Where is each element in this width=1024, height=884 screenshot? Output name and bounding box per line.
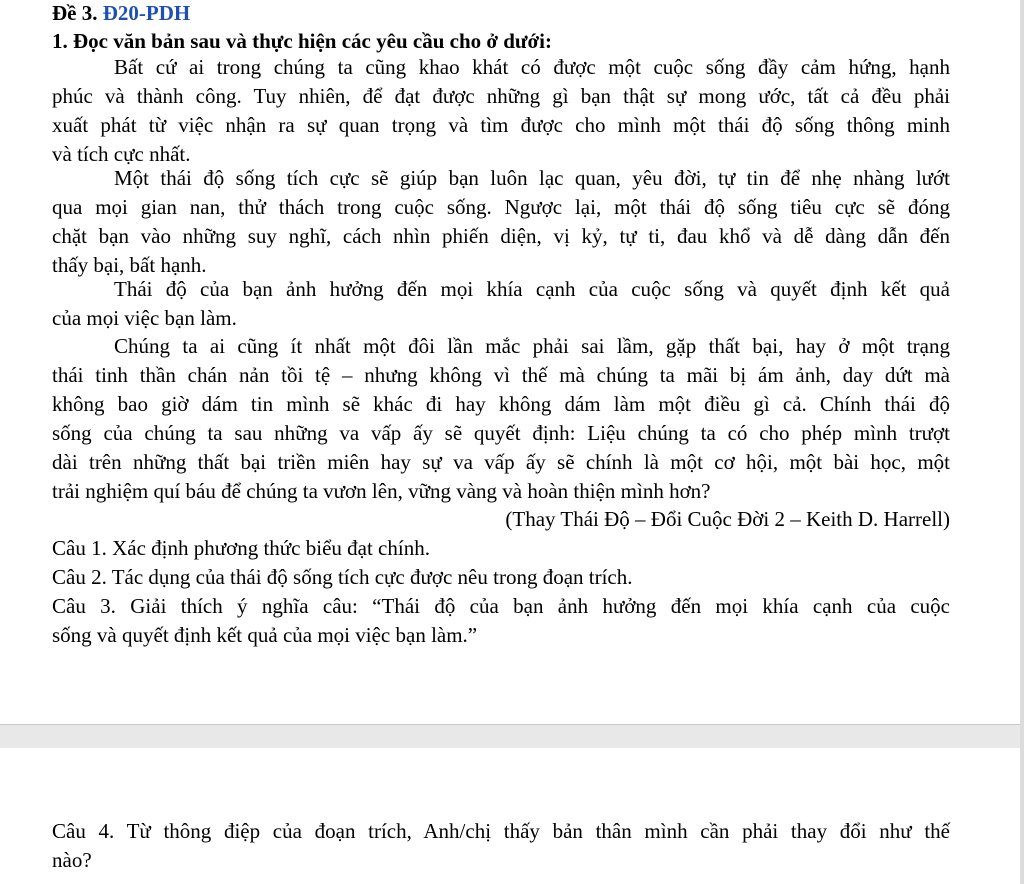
section-title: 1. Đọc văn bản sau và thực hiện các yêu cầu cho ở dưới: bbox=[52, 29, 552, 53]
page-break-divider bbox=[0, 724, 1024, 750]
source-citation: (Thay Thái Độ – Đổi Cuộc Đời 2 – Keith D. Harrell) bbox=[505, 507, 950, 531]
exam-header bbox=[52, 0, 190, 26]
paragraph-2-line-1: Một thái độ sống tích cực sẽ giúp bạn luôn lạc quan, yêu đời, tự tin để nhẹ nhàng lướt bbox=[114, 166, 950, 190]
question-4-line-2: nào? bbox=[52, 848, 92, 872]
paragraph-1-line-1: Bất cứ ai trong chúng ta cũng khao khát có được một cuộc sống đầy cảm hứng, hạnh bbox=[114, 55, 950, 79]
paragraph-3-line-2: của mọi việc bạn làm. bbox=[52, 306, 237, 330]
paragraph-1-line-4: và tích cực nhất. bbox=[52, 142, 191, 166]
question-3-line-1: Câu 3. Giải thích ý nghĩa câu: “Thái độ của bạn ảnh hưởng đến mọi khía cạnh của cuộc bbox=[52, 594, 950, 618]
paragraph-3-line-1: Thái độ của bạn ảnh hưởng đến mọi khía cạnh của cuộc sống và quyết định kết quả bbox=[114, 277, 950, 301]
paragraph-2-line-2: qua mọi gian nan, thử thách trong cuộc sống. Ngược lại, một thái độ sống tiêu cực sẽ đóng bbox=[52, 195, 950, 219]
paragraph-4-line-3: không bao giờ dám tin mình sẽ khác đi hay không dám làm một điều gì cả. Chính thái độ bbox=[52, 392, 950, 416]
paragraph-2-line-4: thấy bại, bất hạnh. bbox=[52, 253, 207, 277]
question-2: Câu 2. Tác dụng của thái độ sống tích cực được nêu trong đoạn trích. bbox=[52, 565, 633, 589]
exam-header-prefix: Đề 3. bbox=[52, 1, 103, 25]
question-4-line-1: Câu 4. Từ thông điệp của đoạn trích, Anh/chị thấy bản thân mình cần phải thay đổi như thế bbox=[52, 819, 950, 843]
paragraph-2-line-3: chặt bạn vào những suy nghĩ, cách nhìn phiến diện, vị kỷ, tự ti, đau khổ và dễ dàng dẫn đến bbox=[52, 224, 950, 248]
paragraph-4-line-4: sống của chúng ta sau những va vấp ấy sẽ quyết định: Liệu chúng ta có cho phép mình trượt bbox=[52, 421, 950, 445]
paragraph-4-line-6: trải nghiệm quí báu để chúng ta vươn lên, vững vàng và hoàn thiện mình hơn? bbox=[52, 479, 711, 503]
paragraph-1-line-3: xuất phát từ việc nhận ra sự quan trọng và tìm được cho mình một thái độ sống thông minh bbox=[52, 113, 950, 137]
question-1: Câu 1. Xác định phương thức biểu đạt chính. bbox=[52, 536, 430, 560]
viewer-scroll-edge bbox=[1020, 0, 1024, 884]
question-3-line-2: sống và quyết định kết quả của mọi việc bạn làm.” bbox=[52, 623, 478, 647]
paragraph-4-line-5: dài trên những thất bại triền miên hay sự va vấp ấy sẽ chính là một cơ hội, một bài học, một bbox=[52, 450, 950, 474]
document-page-2 bbox=[0, 748, 1024, 884]
paragraph-4-line-1: Chúng ta ai cũng ít nhất một đôi lần mắc phải sai lầm, gặp thất bại, hay ở một trạng bbox=[114, 334, 950, 358]
exam-code: Đ20-PDH bbox=[102, 1, 191, 25]
paragraph-4-line-2: thái tinh thần chán nản tồi tệ – nhưng không vì thế mà chúng ta mãi bị ám ảnh, day dứt mà bbox=[52, 363, 950, 387]
paragraph-1-line-2: phúc và thành công. Tuy nhiên, để đạt được những gì bạn thật sự mong ước, tất cả đều phải bbox=[52, 84, 950, 108]
